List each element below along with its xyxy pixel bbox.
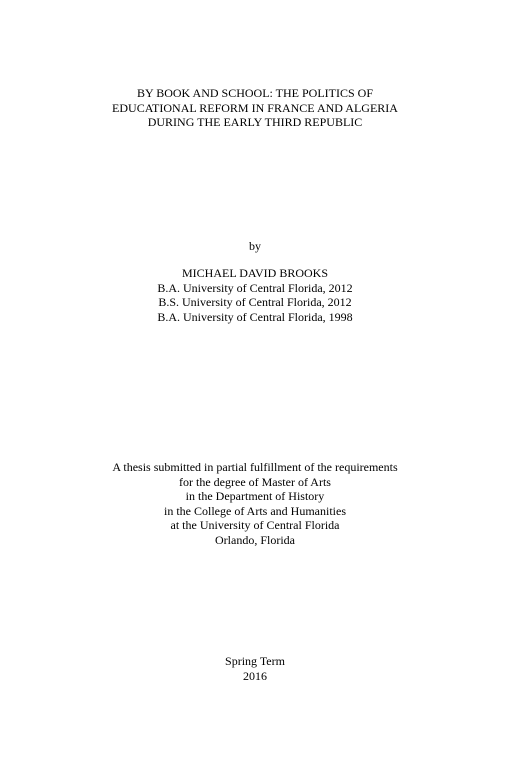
thesis-line-5: at the University of Central Florida <box>170 518 340 533</box>
thesis-line-4: in the College of Arts and Humanities <box>164 503 346 518</box>
author-name: MICHAEL DAVID BROOKS <box>181 266 328 280</box>
thesis-line-1: A thesis submitted in partial fulfillment of the requirements <box>112 460 398 474</box>
term-semester: Spring Term <box>225 654 285 668</box>
thesis-line-6: Orlando, Florida <box>215 532 295 547</box>
title-line-3: DURING THE EARLY THIRD REPUBLIC <box>147 115 363 130</box>
degree-line-2: B.S. University of Central Florida, 2012 <box>158 295 352 310</box>
degree-line-1: B.A. University of Central Florida, 2012 <box>157 280 353 295</box>
degree-line-3: B.A. University of Central Florida, 1998 <box>157 309 353 324</box>
thesis-title <box>0 86 510 130</box>
by-text: by <box>249 239 261 253</box>
by-label <box>0 239 510 254</box>
author-section <box>0 266 510 324</box>
term-section <box>0 654 510 683</box>
title-line-1: BY BOOK AND SCHOOL: THE POLITICS OF <box>136 86 374 100</box>
term-year: 2016 <box>243 668 267 683</box>
thesis-statement <box>0 460 510 548</box>
thesis-line-2: for the degree of Master of Arts <box>179 474 331 489</box>
title-line-2: EDUCATIONAL REFORM IN FRANCE AND ALGERIA <box>112 100 398 115</box>
thesis-line-3: in the Department of History <box>185 489 325 504</box>
